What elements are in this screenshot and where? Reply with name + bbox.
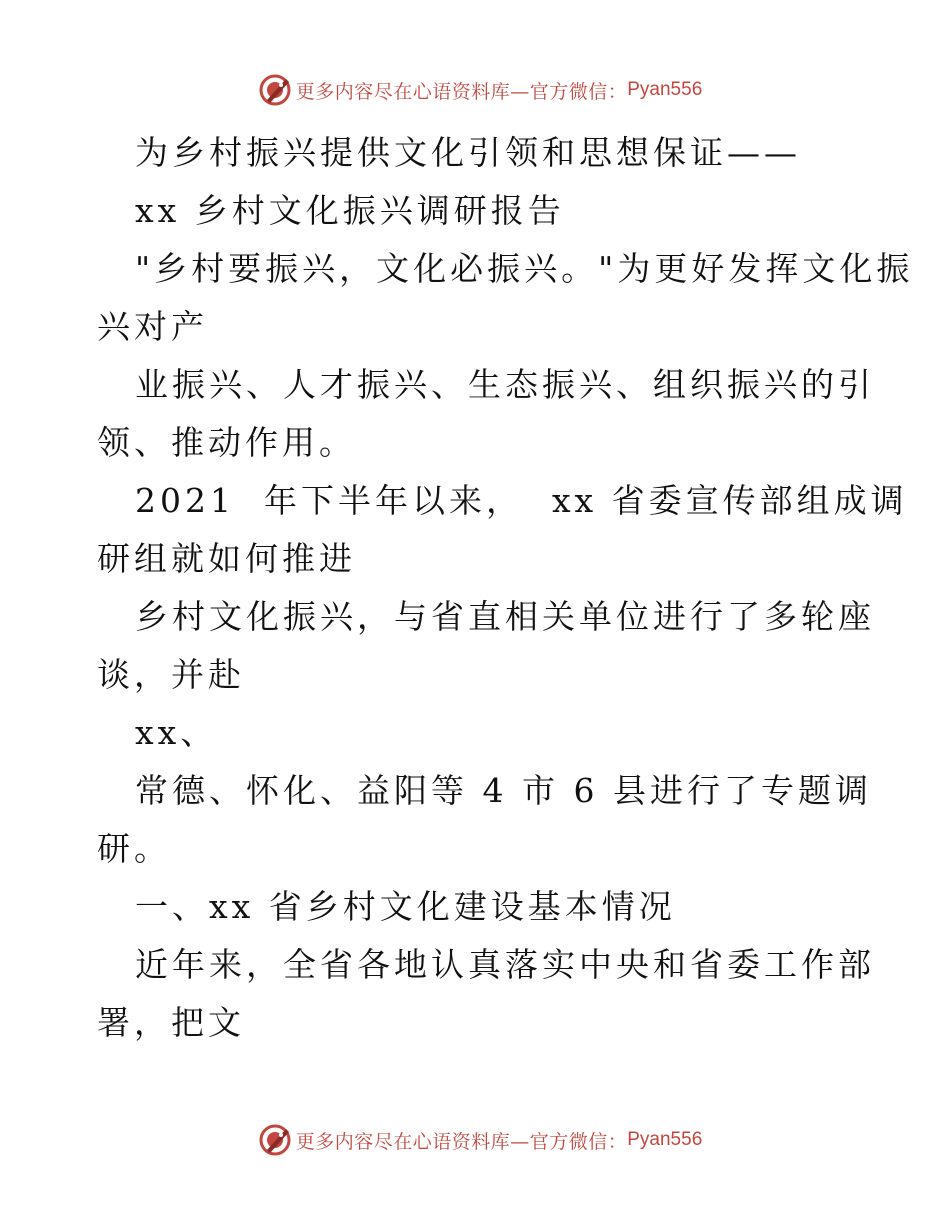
- header-banner-handle: Pyan556: [627, 79, 703, 100]
- paragraph-line: 兴对产: [97, 307, 208, 346]
- paragraph-line: 业振兴、人才振兴、生态振兴、组织振兴的引: [135, 365, 875, 404]
- footer-banner-text: 更多内容尽在心语资料库—官方微信：: [295, 1130, 628, 1153]
- paragraph-line: 近年来，全省各地认真落实中央和省委工作部: [135, 945, 875, 984]
- footer-banner: [0, 1120, 950, 1160]
- header-banner: [0, 70, 950, 110]
- paragraph-line: 常德、怀化、益阳等 4 市 6 县进行了专题调: [135, 771, 872, 810]
- header-banner-text: 更多内容尽在心语资料库—官方微信：: [295, 80, 628, 103]
- document-body: [97, 124, 914, 1052]
- subtitle-line: xx 乡村文化振兴调研报告: [135, 191, 565, 230]
- footer-banner-handle: Pyan556: [627, 1129, 703, 1150]
- pen-seal-logo-icon: [258, 73, 292, 107]
- pen-seal-logo-icon: [258, 1123, 292, 1157]
- section-heading: 一、xx 省乡村文化建设基本情况: [135, 887, 676, 926]
- paragraph-line: 乡村文化振兴，与省直相关单位进行了多轮座: [135, 597, 875, 636]
- paragraph-line: 研。: [97, 829, 171, 868]
- paragraph-line: 领、推动作用。: [97, 423, 356, 462]
- paragraph-line: 2021 年下半年以来， xx 省委宣传部组成调: [135, 481, 908, 520]
- paragraph-line: 研组就如何推进: [97, 539, 356, 578]
- title-line: 为乡村振兴提供文化引领和思想保证——: [135, 133, 801, 172]
- paragraph-line: "乡村要振兴，文化必振兴。"为更好发挥文化振: [135, 249, 914, 288]
- paragraph-line: xx、: [135, 713, 218, 752]
- paragraph-line: 谈，并赴: [97, 655, 245, 694]
- paragraph-line: 署，把文: [97, 1003, 245, 1042]
